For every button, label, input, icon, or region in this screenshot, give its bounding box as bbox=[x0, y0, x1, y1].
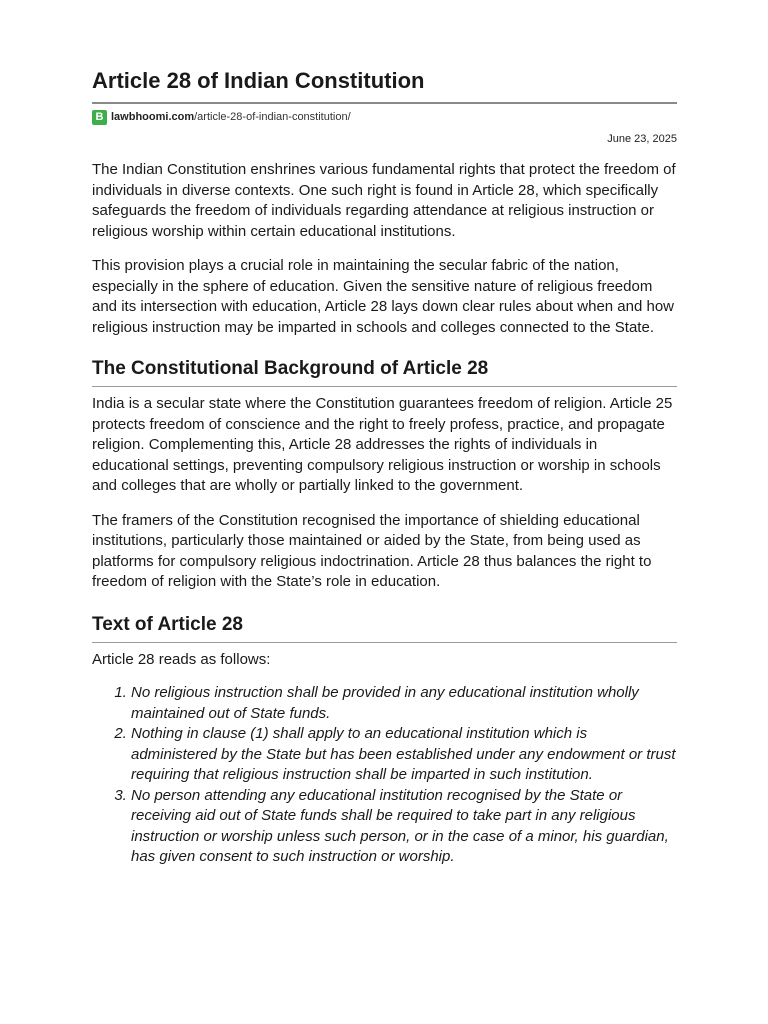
intro-paragraph: The Indian Constitution enshrines various fundamental rights that protect the freedom of individuals in diverse contexts. One such right is found in Article 28, which specifically safeguards the freedom of individuals regarding attendance at religious instruction or religious worship within certain educational institutions. bbox=[92, 161, 676, 240]
section-heading-text: Text of Article 28 bbox=[92, 612, 677, 643]
clause-list bbox=[92, 683, 677, 868]
site-logo-icon: B bbox=[92, 110, 107, 125]
source-link[interactable] bbox=[92, 109, 677, 125]
clause-item: 1. No religious instruction shall be provided in any educational institution wholly maintained out of State funds. bbox=[131, 683, 677, 724]
page-title: Article 28 of Indian Constitution bbox=[92, 64, 677, 104]
clause-item: 2. Nothing in clause (1) shall apply to an educational institution which is administered by the State but has been established under any endowment or trust requiring that religious instruction shall be imparted in such institution. bbox=[131, 724, 677, 786]
section-paragraph: The framers of the Constitution recognised the importance of shielding educational institutions, particularly those maintained or aided by the State, from being used as platforms for compulsory religious indoctrination. Article 28 thus balances the right to freedom of religion with the State’s role in education. bbox=[92, 511, 652, 590]
publish-date: June 23, 2025 bbox=[607, 133, 677, 145]
section-heading-background: The Constitutional Background of Article 28 bbox=[92, 356, 677, 387]
section-paragraph: Article 28 reads as follows: bbox=[92, 650, 271, 668]
intro-paragraph: This provision plays a crucial role in maintaining the secular fabric of the nation, especially in the sphere of education. Given the sensitive nature of religious freedom and its intersection with education, Article 28 lays down clear rules about when and how religious instruction may be imparted in schools and colleges connected to the State. bbox=[92, 257, 675, 336]
section-paragraph: India is a secular state where the Constitution guarantees freedom of religion. Article 25 protects freedom of conscience and the right to freely profess, practice, and propagate religion. Complementing this, Article 28 addresses the rights of individuals in educational settings, preventing compulsory religious instruction or worship in schools and colleges that are wholly or partially linked to the government. bbox=[92, 395, 673, 494]
clause-item: 3. No person attending any educational institution recognised by the State or receiving aid out of State funds shall be required to take part in any religious instruction or worship unless such person, or in the case of a minor, his guardian, has given consent to such instruction or worship. bbox=[131, 786, 677, 868]
source-path[interactable]: /article-28-of-indian-constitution/ bbox=[194, 111, 351, 123]
article bbox=[92, 64, 677, 868]
source-domain[interactable]: lawbhoomi.com bbox=[111, 111, 195, 123]
